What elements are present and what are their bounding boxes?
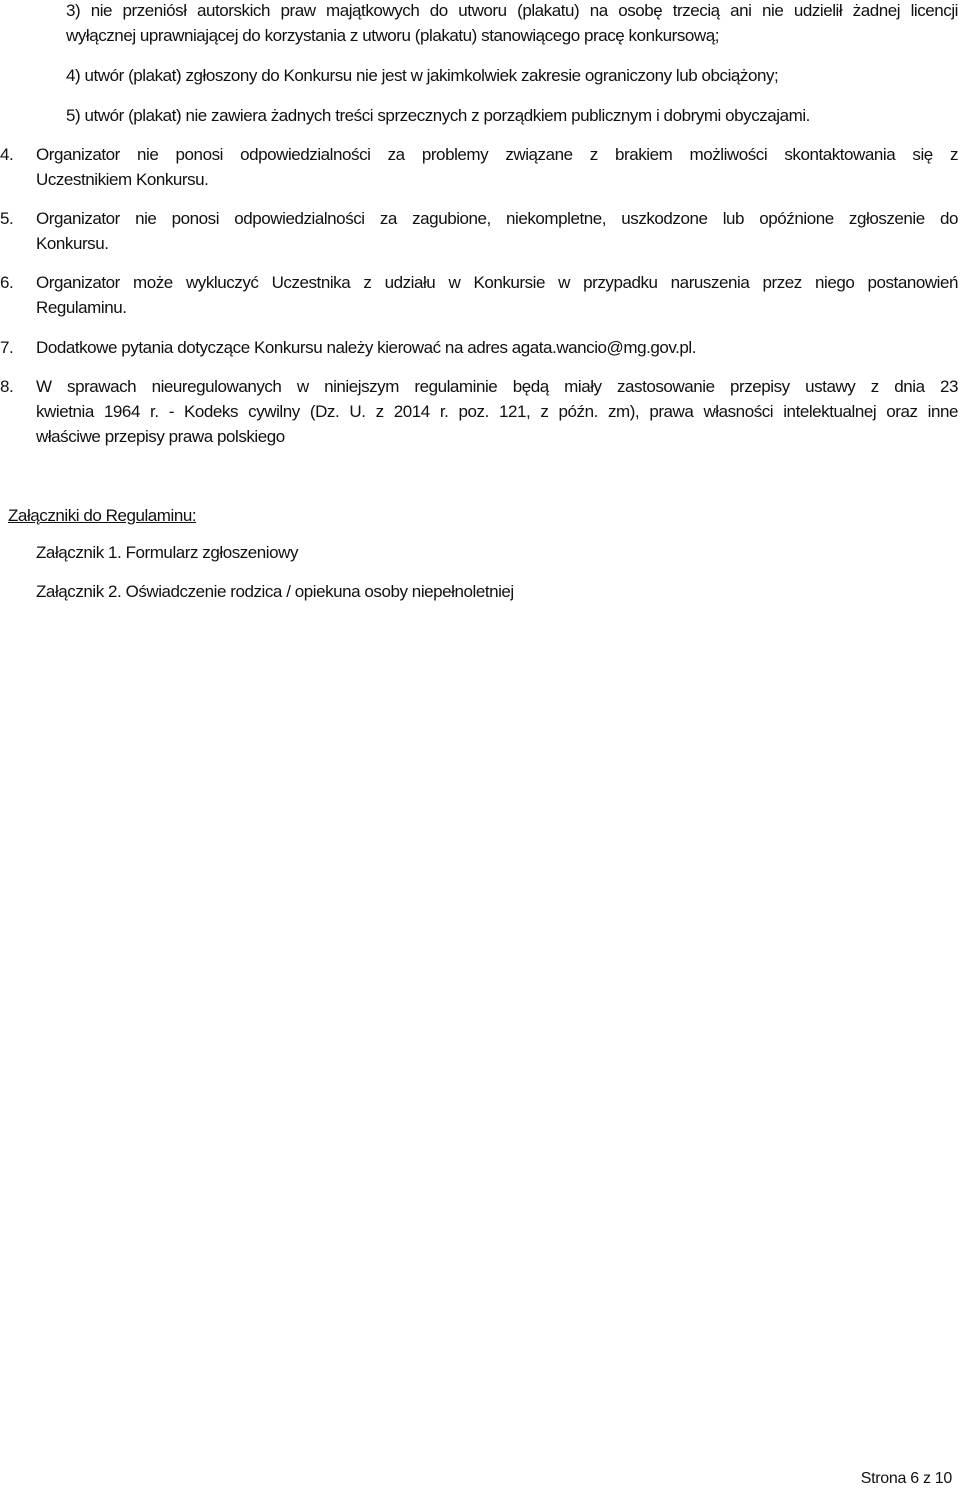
page-number: Strona 6 z 10	[860, 1470, 952, 1487]
section-6	[0, 270, 958, 320]
list-item-4-text: 4) utwór (plakat) zgłoszony do Konkursu nie jest w jakimkolwiek zakresie ograniczony lub obciążony;	[66, 66, 779, 85]
list-item-3-line-2: wyłącznej uprawniającej do korzystania z utworu (plakatu) stanowiącego pracę konkursową;	[66, 26, 720, 45]
attachments-heading: Załączniki do Regulaminu:	[8, 506, 197, 525]
list-item-5	[66, 103, 958, 128]
section-number: 8.	[0, 377, 14, 396]
section-4	[0, 142, 958, 192]
section-5-line-1: Organizator nie ponosi odpowiedzialności za zagubione, niekompletne, uszkodzone lub opóźnione zgłoszenie do	[36, 209, 958, 228]
section-6-line-1: Organizator może wykluczyć Uczestnika z udziału w Konkursie w przypadku naruszenia przez niego postanowień	[36, 273, 958, 292]
section-number: 7.	[0, 338, 14, 357]
section-7-text: Dodatkowe pytania dotyczące Konkursu należy kierować na adres agata.wancio@mg.gov.pl.	[36, 338, 697, 357]
section-8-line-3: właściwe przepisy prawa polskiego	[36, 427, 285, 446]
section-8-line-2: kwietnia 1964 r. - Kodeks cywilny (Dz. U. z 2014 r. poz. 121, z późn. zm), prawa własności intelektualnej oraz inne	[36, 402, 958, 421]
section-8-line-1: W sprawach nieuregulowanych w niniejszym regulaminie będą miały zastosowanie przepisy ustawy z dnia 23	[36, 377, 958, 396]
attachment-1: Załącznik 1. Formularz zgłoszeniowy	[36, 543, 299, 562]
section-number: 5.	[0, 209, 14, 228]
section-4-line-2: Uczestnikiem Konkursu.	[36, 170, 209, 189]
list-item-5-text: 5) utwór (plakat) nie zawiera żadnych treści sprzecznych z porządkiem publicznym i dobrymi obyczajami.	[66, 106, 810, 125]
attachment-2: Załącznik 2. Oświadczenie rodzica / opiekuna osoby niepełnoletniej	[36, 582, 514, 601]
list-item-3-line-1: 3) nie przeniósł autorskich praw majątkowych do utworu (plakatu) na osobę trzecią ani nie udzielił żadnej licencji	[66, 1, 958, 20]
section-8	[0, 374, 958, 449]
section-7	[0, 335, 958, 360]
section-number: 6.	[0, 273, 14, 292]
section-4-line-1: Organizator nie ponosi odpowiedzialności za problemy związane z brakiem możliwości skontaktowania się z	[36, 145, 958, 164]
section-5-line-2: Konkursu.	[36, 234, 109, 253]
list-item-3	[66, 0, 958, 48]
section-5	[0, 206, 958, 256]
section-number: 4.	[0, 145, 14, 164]
section-6-line-2: Regulaminu.	[36, 298, 127, 317]
list-item-4	[66, 63, 958, 88]
